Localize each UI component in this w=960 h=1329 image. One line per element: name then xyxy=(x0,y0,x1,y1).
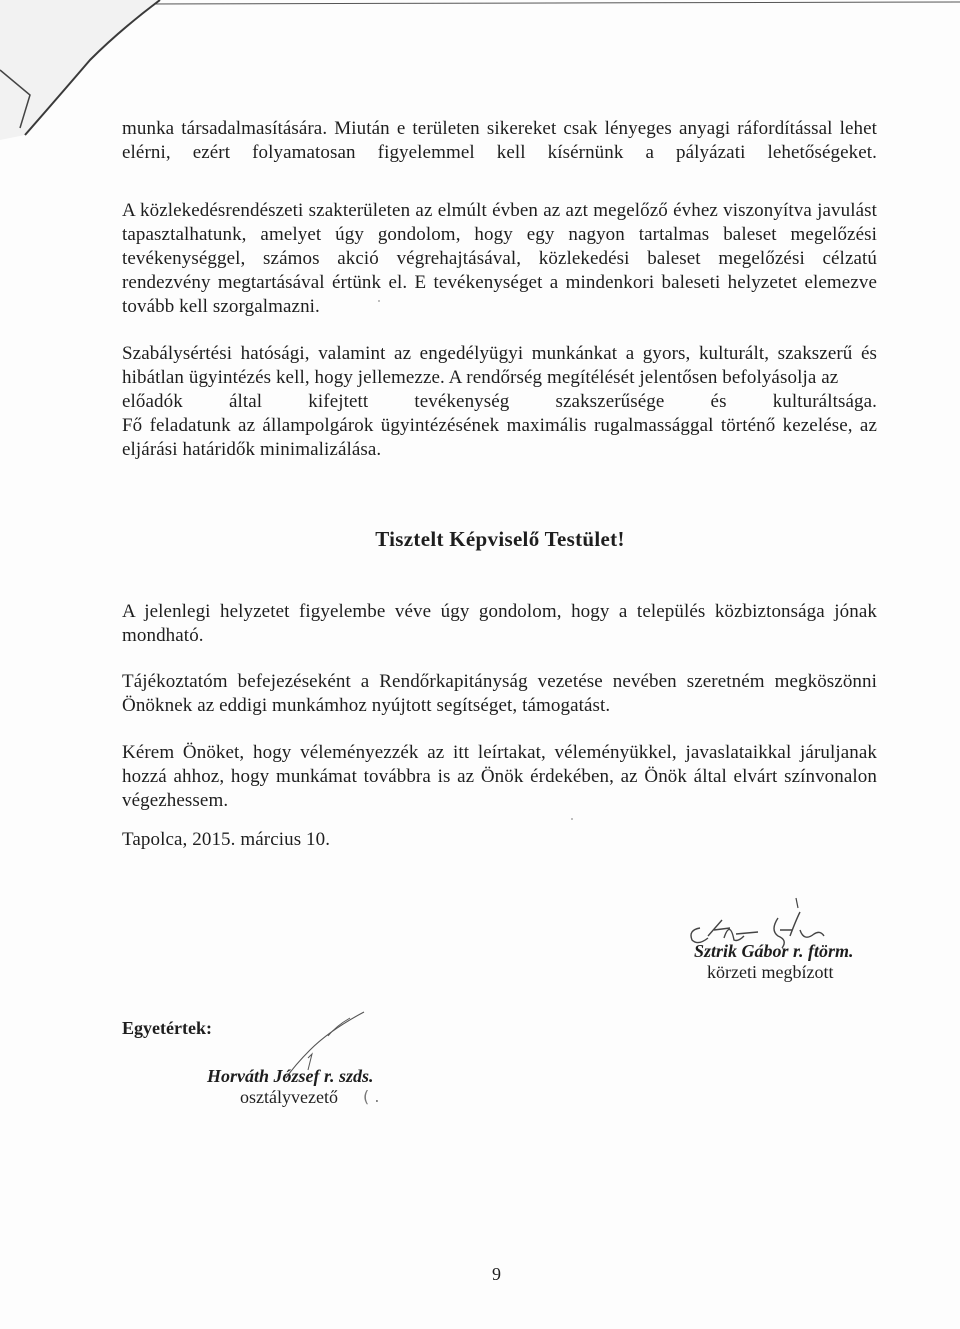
page-number: 9 xyxy=(492,1264,501,1284)
paragraph-5: Tájékoztatóm befejezéseként a Rendőrkapitányság vezetése nevében szeretném megköszönni Önöknek az eddigi munkámhoz nyújtott segítséget, támogatást. xyxy=(122,671,877,716)
paragraph-4: A jelenlegi helyzetet figyelembe véve úgy gondolom, hogy a település közbiztonsága jónak mondható. xyxy=(122,601,877,646)
agree-label: Egyetértek: xyxy=(122,1018,212,1038)
paragraph-3 xyxy=(122,342,877,462)
paragraph-1: munka társadalmasítására. Miután e területen sikereket csak lényeges anyagi ráfordítással lehet elérni, ezért folyamatosan figyelemmel kell kísérnünk a pályázati lehetőségeket. xyxy=(122,118,877,163)
signatory-left-name: Horváth József r. szds. xyxy=(207,1066,374,1086)
paragraph-3-part-b: előadók által kifejtett tevékenység szakszerűsége és kulturáltsága. xyxy=(122,391,877,412)
paragraph-6: Kérem Önöket, hogy véleményezzék az itt leírtakat, véleményükkel, javaslataikkal járuljanak hozzá ahhoz, hogy munkámat továbbra is az Önök érdekében, az Önök által elvárt színvonalon végezhessem. xyxy=(122,742,877,811)
signatory-right-title: körzeti megbízott xyxy=(707,962,834,982)
handwritten-initial: ( . xyxy=(363,1087,380,1106)
date-line: Tapolca, 2015. március 10. xyxy=(122,829,331,850)
paragraph-3-part-a: Szabálysértési hatósági, valamint az engedélyügyi munkánkat a gyors, kulturált, szakszerű és hibátlan ügyintézés kell, hogy jellemezze. A rendőrség megítélését jelentősen befolyásolja az xyxy=(122,343,877,388)
signatory-left-title: osztályvezető xyxy=(240,1087,338,1107)
paragraph-2: A közlekedésrendészeti szakterületen az elmúlt évben az azt megelőző évhez viszonyítva javulást tapasztalhatunk, amelyet úgy gondolom, hogy egy nagyon tartalmas baleset megelőzési tevékenységgel, számos akció végrehajtásával, közlekedési baleset megelőzési célzatú rendezvény megtartásával értünk el. E tevékenységet a mindenkori baleseti helyzetet elemezve tovább kell szorgalmazni. xyxy=(122,200,877,317)
scan-speck xyxy=(378,300,380,302)
section-heading: Tisztelt Képviselő Testület! xyxy=(375,527,625,551)
signatory-right-name: Sztrik Gábor r. ftörm. xyxy=(694,941,854,961)
scan-speck xyxy=(571,818,573,820)
paragraph-3-part-c: Fő feladatunk az állampolgárok ügyintézésének maximális rugalmassággal történő kezelése, az eljárási határidők minimalizálása. xyxy=(122,415,877,460)
